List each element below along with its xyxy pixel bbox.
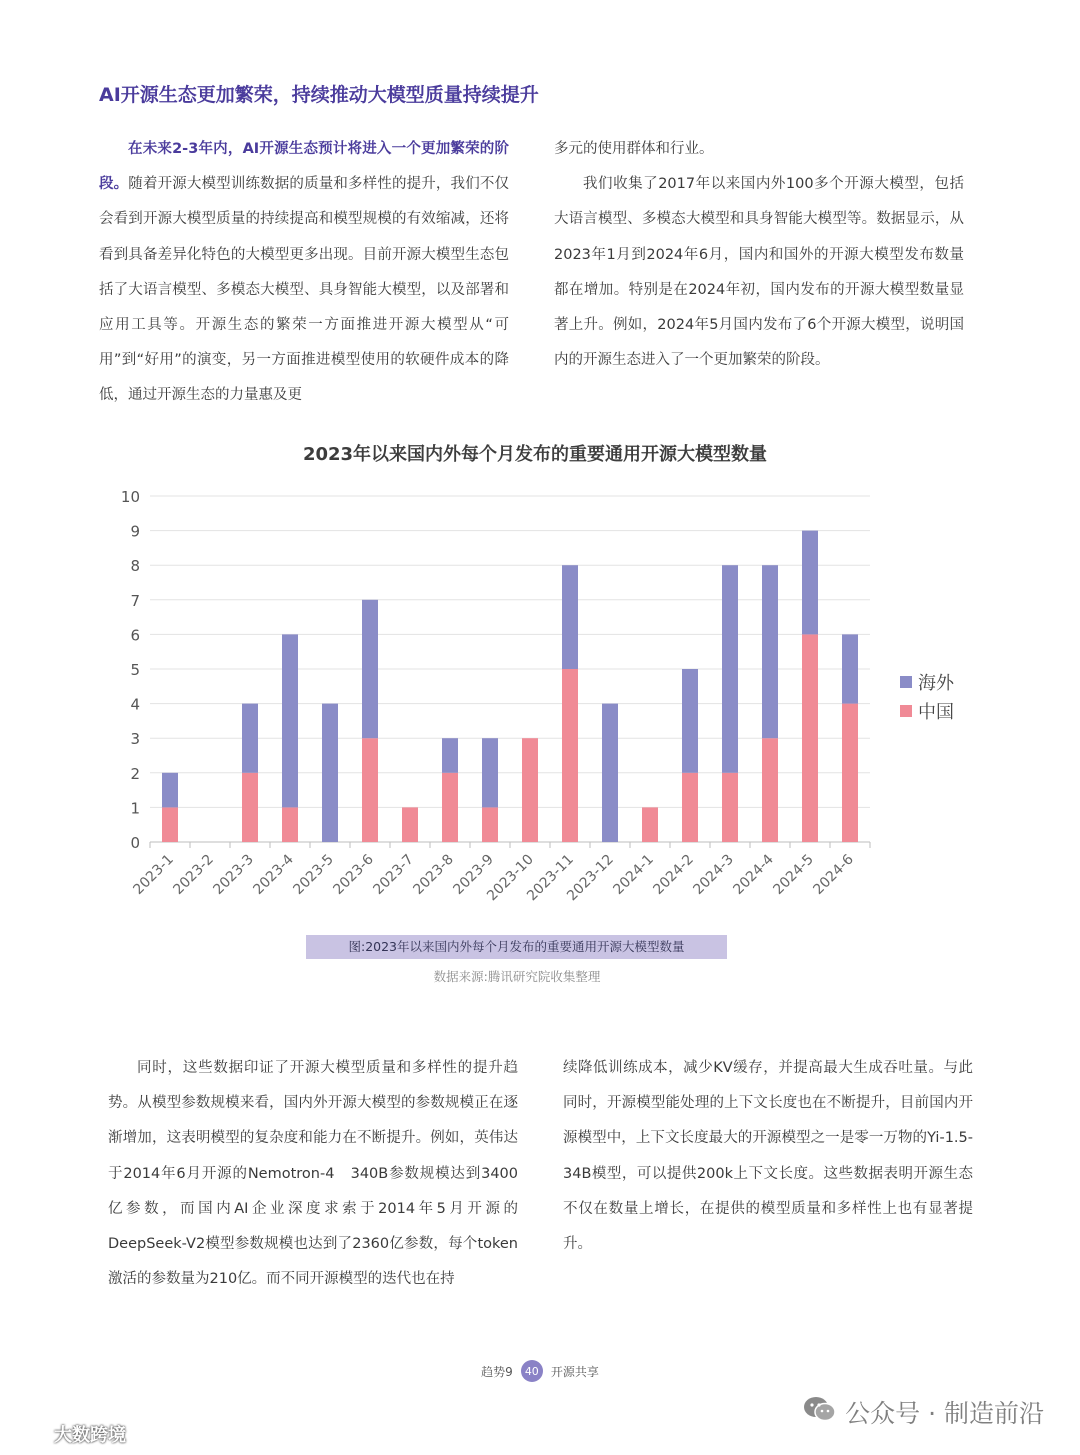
bar-overseas (322, 704, 338, 842)
top-right-paragraph-1: 多元的使用群体和行业。 (554, 141, 714, 157)
bar-chart (0, 470, 1000, 930)
bar-china (842, 704, 858, 842)
bar-overseas (282, 634, 298, 807)
corner-watermark-text: 大数跨境 (54, 1424, 126, 1446)
bar-overseas (842, 634, 858, 703)
y-tick-label: 4 (130, 695, 140, 714)
legend-swatch (900, 705, 912, 717)
bar-overseas (802, 531, 818, 635)
top-left-body: 随着开源大模型训练数据的质量和多样性的提升，我们不仅会看到开源大模型质量的持续提高和模型规模的有效缩减，还将看到具备差异化特色的大模型更多出现。目前开源大模型生态包括了大语言模型、多模态大模型、具身智能大模型，以及部署和应用工具等。开源生态的繁荣一方面推进开源大模型从“可用”到“好用”的演变，另一方面推进模型使用的软硬件成本的降低，通过开源生态的力量惠及更 (99, 176, 509, 404)
highlight-lead: 在未来2-3年内，AI开源生态预计将进入一个更加繁荣的阶段。 (99, 141, 509, 193)
bar-china (642, 807, 658, 842)
y-tick-label: 10 (120, 488, 140, 506)
footer-section-label: 趋势9 (481, 1364, 513, 1379)
legend-label: 中国 (918, 702, 954, 723)
section-heading: AI开源生态更加繁荣，持续推动大模型质量持续提升 (99, 84, 539, 106)
bar-china (362, 738, 378, 842)
bar-overseas (362, 600, 378, 738)
bar-overseas (682, 669, 698, 773)
bar-china (762, 738, 778, 842)
bar-china (522, 738, 538, 842)
x-tick-label: 2023-11 (524, 851, 577, 905)
x-tick-label: 2023-5 (290, 851, 337, 898)
bar-overseas (242, 704, 258, 773)
bar-china (402, 807, 418, 842)
bar-overseas (482, 738, 498, 807)
bottom-left-column (108, 1051, 518, 1297)
chart-title: 2023年以来国内外每个月发布的重要通用开源大模型数量 (302, 444, 768, 465)
bar-china (282, 807, 298, 842)
bar-china (562, 669, 578, 842)
x-tick-label: 2023-10 (484, 851, 537, 905)
y-tick-label: 5 (130, 661, 140, 679)
wechat-icon (803, 1395, 837, 1429)
y-tick-label: 2 (130, 764, 140, 783)
y-tick-label: 0 (130, 834, 140, 852)
bar-china (802, 634, 818, 842)
x-tick-label: 2024-2 (650, 851, 697, 898)
figure-caption: 图:2023年以来国内外每个月发布的重要通用开源大模型数量 (306, 935, 727, 959)
bar-overseas (162, 773, 178, 808)
x-tick-label: 2024-5 (770, 851, 817, 898)
x-tick-label: 2023-6 (330, 851, 377, 898)
bar-china (482, 807, 498, 842)
footer-topic-label: 开源共享 (550, 1364, 599, 1379)
legend-label: 海外 (918, 673, 954, 694)
y-tick-label: 3 (130, 730, 140, 749)
bottom-right-column (563, 1051, 973, 1262)
bar-china (242, 773, 258, 842)
y-tick-label: 7 (130, 591, 140, 610)
wechat-watermark-text: 公众号 · 制造前沿 (845, 1399, 1044, 1428)
x-tick-label: 2023-2 (170, 851, 217, 898)
bar-china (162, 807, 178, 842)
bar-china (722, 773, 738, 842)
corner-logo-icon (8, 1420, 48, 1447)
bar-china (442, 773, 458, 842)
y-tick-label: 9 (130, 522, 140, 541)
bar-overseas (562, 565, 578, 669)
x-tick-label: 2024-1 (610, 851, 657, 898)
page-footer (0, 1358, 1080, 1384)
x-tick-label: 2023-12 (564, 851, 617, 905)
x-tick-label: 2024-4 (730, 851, 777, 898)
bar-overseas (442, 738, 458, 773)
top-left-column (99, 132, 509, 414)
bottom-right-paragraph: 续降低训练成本，减少KV缓存，并提高最大生成吞吐量。与此同时，开源模型能处理的上下文长度也在不断提升，目前国内开源模型中，上下文长度最大的开源模型之一是零一万物的Yi-1.5-34B模型，可以提供200k上下文长度。这些数据表明开源生态不仅在数量上增长，在提供的模型质量和多样性上也有显著提升。 (563, 1060, 973, 1253)
legend-swatch (900, 676, 912, 688)
top-left-paragraph (99, 132, 509, 414)
bar-china (682, 773, 698, 842)
y-tick-label: 8 (130, 557, 140, 576)
top-right-paragraph-2: 我们收集了2017年以来国内外100多个开源大模型，包括大语言模型、多模态大模型和具身智能大模型等。数据显示，从2023年1月到2024年6月，国内和国外的开源大模型发布数量都在增加。特别是在2024年初，国内发布的开源大模型数量显著上升。例如，2024年5月国内发布了6个开源大模型，说明国内的开源生态进入了一个更加繁荣的阶段。 (554, 176, 964, 369)
x-tick-label: 2023-8 (410, 851, 457, 898)
y-tick-label: 6 (130, 626, 140, 645)
bar-overseas (762, 565, 778, 738)
bottom-left-paragraph: 同时，这些数据印证了开源大模型质量和多样性的提升趋势。从模型参数规模来看，国内外开源大模型的参数规模正在逐渐增加，这表明模型的复杂度和能力在不断提升。例如，英伟达于2014年6月开源的Nemotron-4 340B参数规模达到3400亿参数，而国内AI企业深度求索于2014年5月开源的DeepSeek-V2模型参数规模也达到了2360亿参数，每个token激活的参数量为210亿。而不同开源模型的迭代也在持 (108, 1060, 518, 1288)
corner-watermark (8, 1420, 126, 1447)
x-tick-label: 2023-1 (130, 851, 177, 898)
bar-overseas (722, 565, 738, 773)
y-tick-label: 1 (130, 799, 140, 818)
x-tick-label: 2023-9 (450, 851, 497, 898)
top-right-column (554, 132, 964, 378)
page-number: 40 (521, 1360, 543, 1382)
x-tick-label: 2024-6 (810, 851, 857, 898)
bar-overseas (602, 704, 618, 842)
x-tick-label: 2024-3 (690, 851, 737, 898)
figure-source: 数据来源:腾讯研究院收集整理 (433, 969, 601, 984)
x-tick-label: 2023-3 (210, 851, 257, 898)
x-tick-label: 2023-4 (250, 851, 297, 898)
wechat-watermark (803, 1394, 1044, 1430)
x-tick-label: 2023-7 (370, 851, 417, 898)
